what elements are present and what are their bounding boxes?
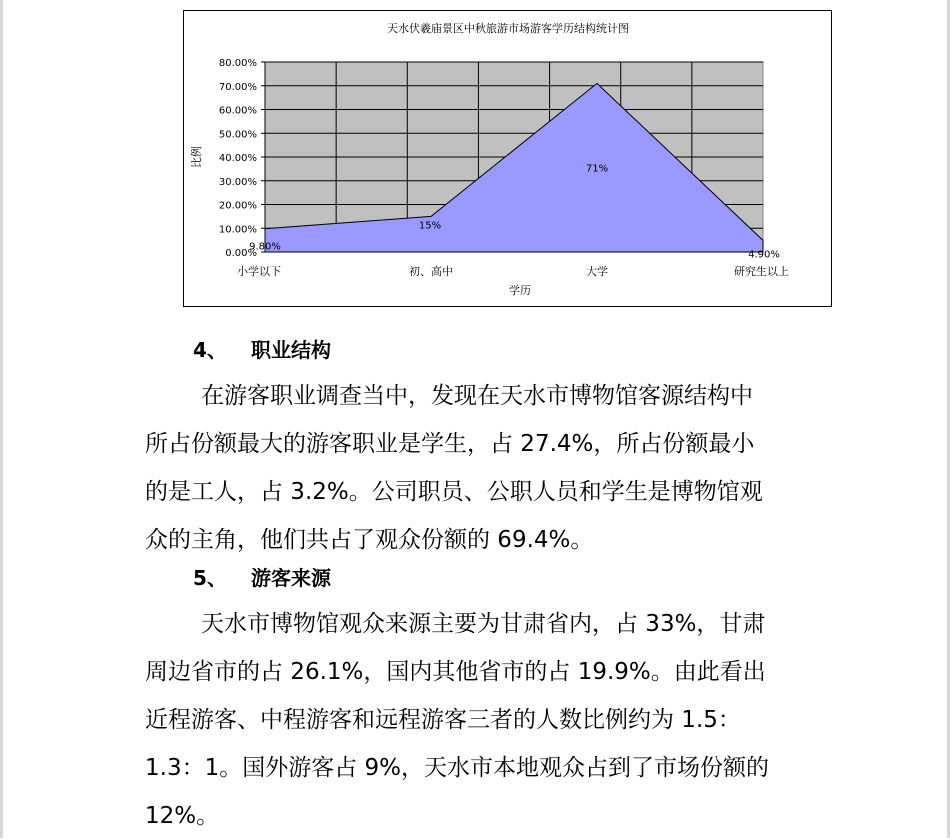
x-tick-label: 大学 (586, 265, 608, 278)
section-title: 职业结构 (251, 338, 331, 362)
y-axis-title: 比例 (190, 146, 203, 168)
y-tick-label: 50.00% (218, 129, 257, 141)
y-tick-label: 70.00% (218, 81, 257, 93)
paragraph-line: 近程游客、中程游客和远程游客三者的人数比例约为 1.5： (145, 707, 741, 733)
y-tick-label: 80.00% (218, 58, 257, 69)
paragraph-line: 天水市博物馆观众来源主要为甘肃省内，占 33%，甘肃 (201, 611, 766, 637)
y-tick-label: 40.00% (218, 153, 257, 164)
x-tick-label: 研究生以上 (734, 265, 789, 278)
data-label: 71% (585, 163, 609, 175)
x-tick-label: 初、高中 (409, 265, 453, 278)
y-tick-label: 10.00% (218, 224, 257, 236)
data-label: 4.90% (748, 249, 780, 261)
paragraph-line: 的是工人，占 3.2%。公司职员、公职人员和学生是博物馆观 (145, 479, 763, 505)
section-number: 5、 (193, 566, 227, 590)
y-tick-label: 0.00% (225, 248, 257, 259)
y-tick-label: 60.00% (218, 105, 257, 117)
chart-title: 天水伏羲庙景区中秋旅游市场游客学历结构统计图 (387, 22, 629, 35)
x-axis-title: 学历 (509, 284, 531, 297)
page-edge (0, 0, 3, 838)
section-heading-occupation (193, 334, 331, 363)
data-label: 15% (418, 220, 442, 232)
section-number: 4、 (193, 338, 227, 362)
paragraph-line: 所占份额最大的游客职业是学生，占 27.4%，所占份额最小 (145, 431, 755, 457)
paragraph-origin (145, 600, 815, 840)
paragraph-line: 12%。 (145, 803, 220, 829)
paragraph-line: 在游客职业调查当中，发现在天水市博物馆客源结构中 (201, 383, 753, 409)
paragraph-line: 周边省市的占 26.1%，国内其他省市的占 19.9%。由此看出 (145, 659, 766, 685)
x-tick-label: 小学以下 (237, 265, 281, 278)
section-heading-origin (193, 562, 331, 591)
data-label: 9.80% (249, 241, 281, 253)
paragraph-line: 众的主角，他们共占了观众份额的 69.4%。 (145, 527, 594, 553)
education-area-chart (183, 10, 832, 307)
y-tick-label: 30.00% (218, 176, 257, 188)
paragraph-occupation (145, 372, 815, 564)
chart-canvas (184, 11, 833, 308)
y-tick-label: 20.00% (218, 200, 257, 212)
section-title: 游客来源 (251, 566, 331, 590)
paragraph-line: 1.3：1。国外游客占 9%，天水市本地观众占到了市场份额的 (145, 755, 770, 781)
